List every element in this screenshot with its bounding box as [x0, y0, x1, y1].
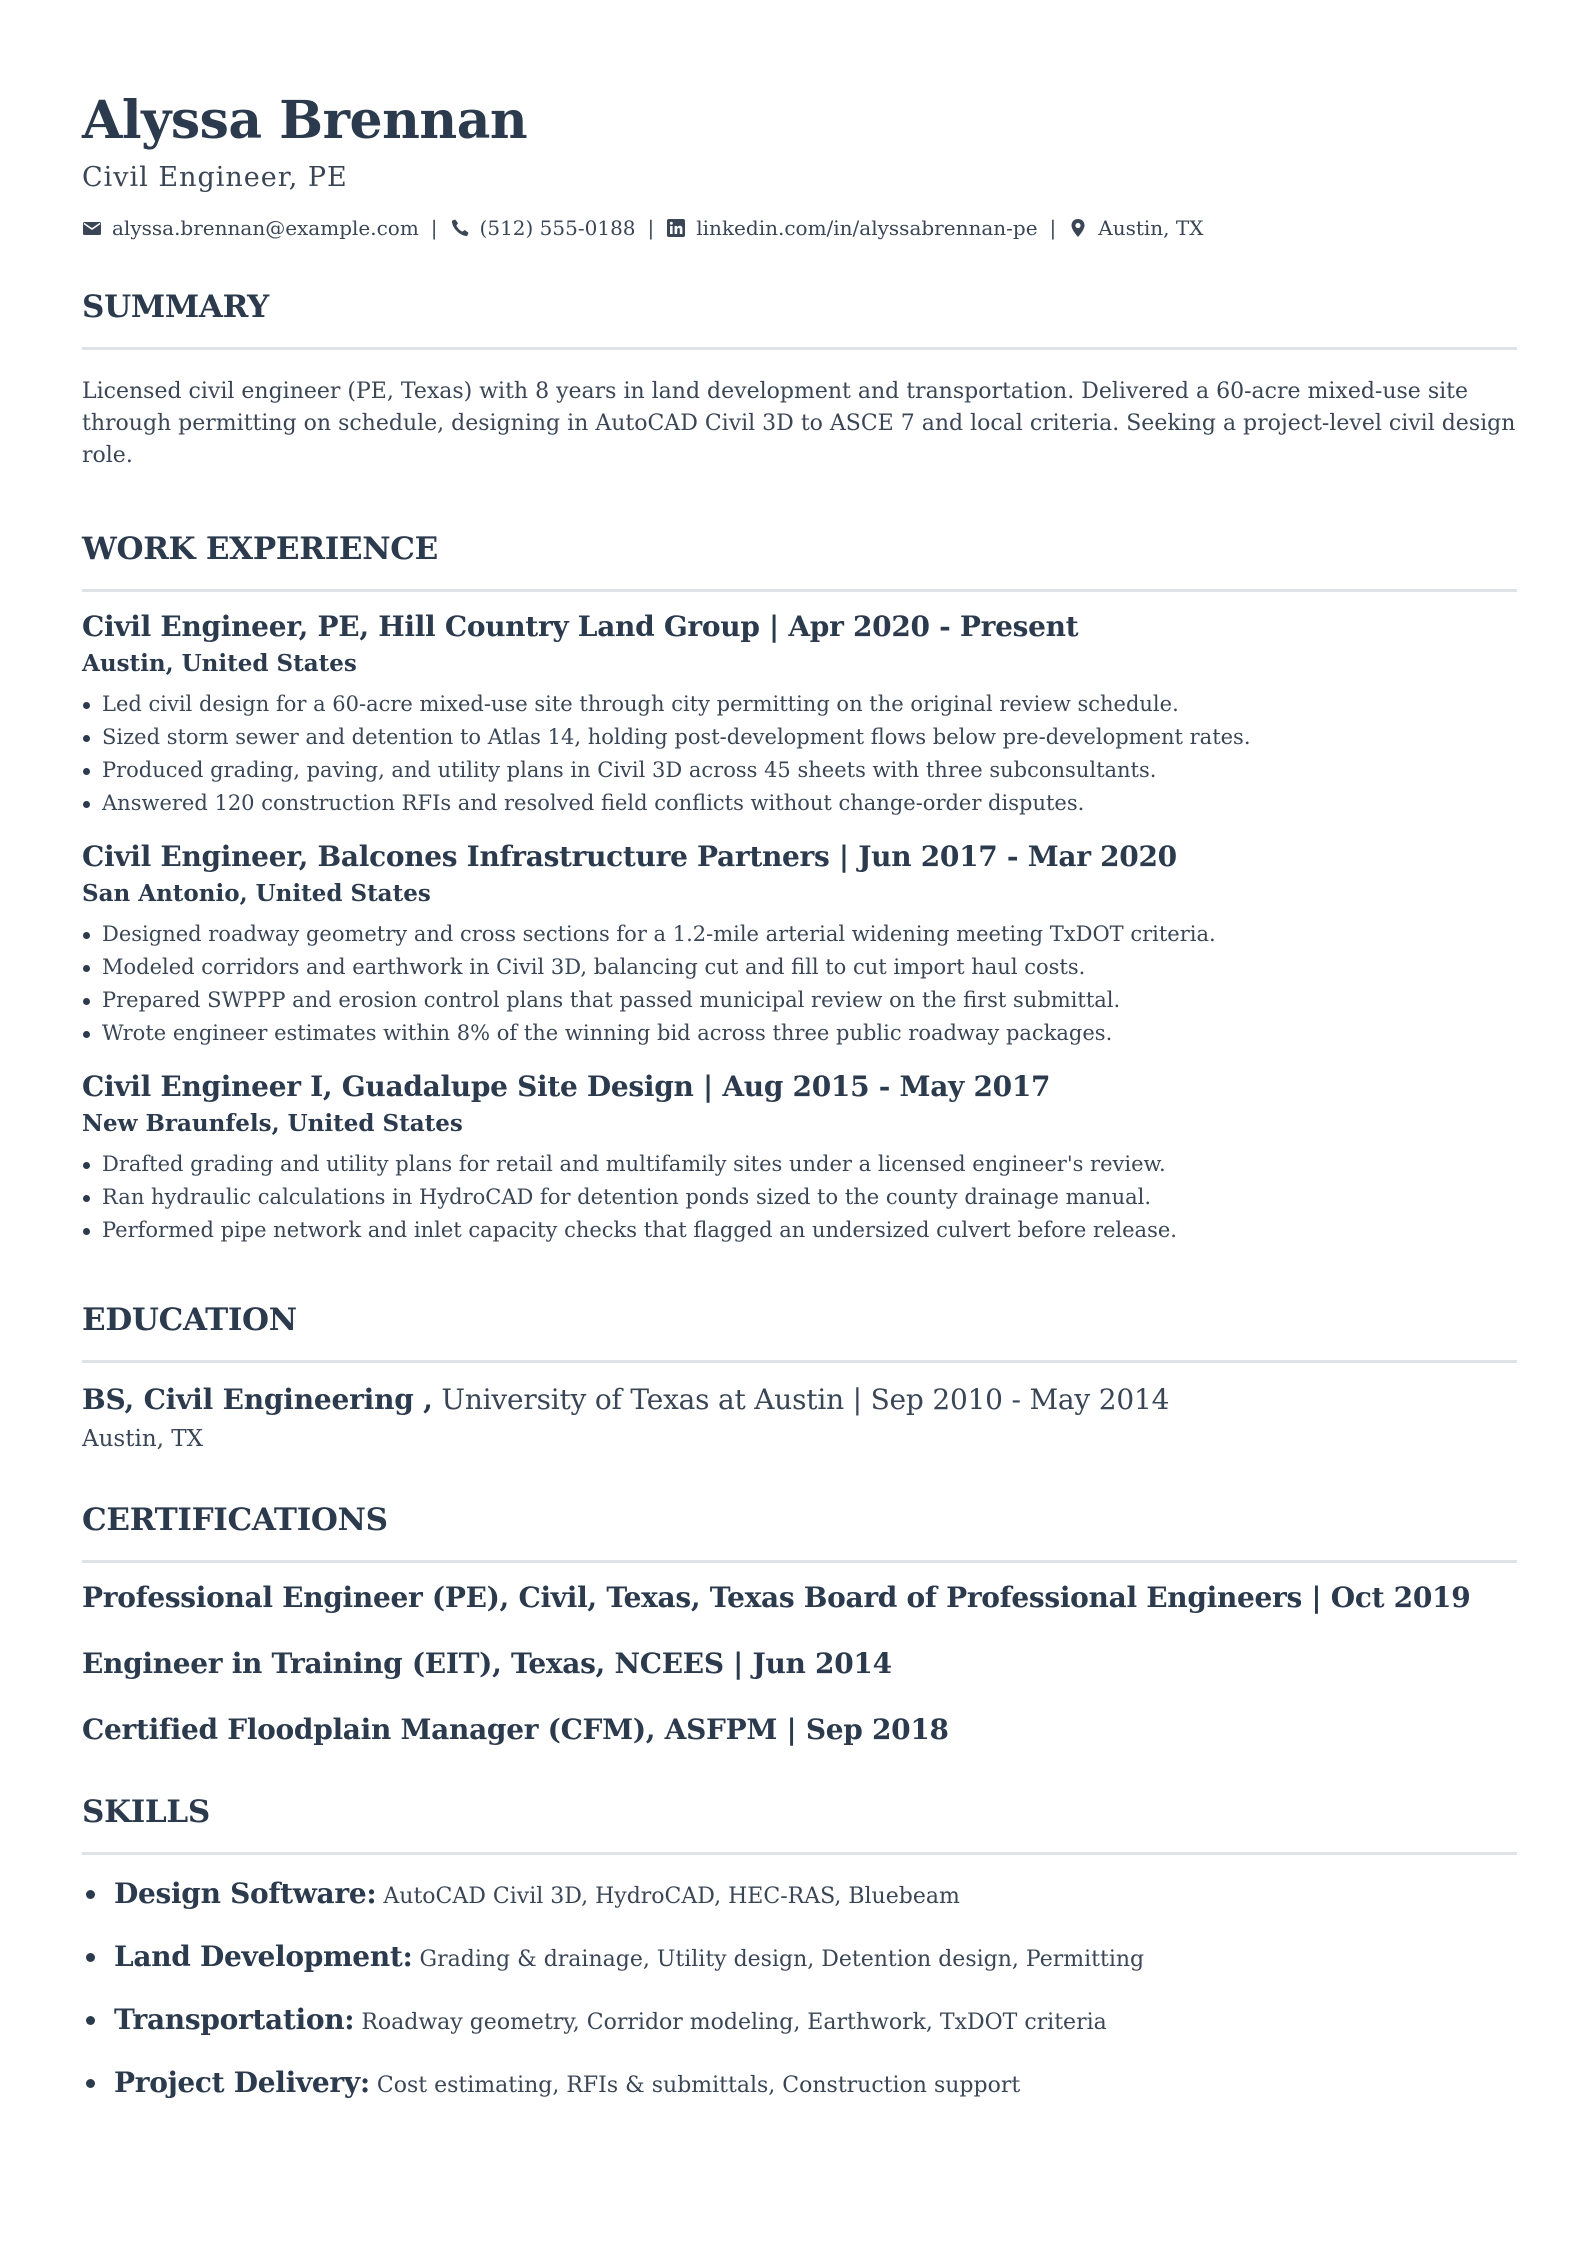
job-title: Civil Engineer, PE, Hill Country Land Group | Apr 2020 - Present — [82, 610, 1079, 643]
contact-separator: | — [430, 216, 438, 240]
section-title-education: EDUCATION — [82, 1302, 297, 1338]
job-bullet: Produced grading, paving, and utility plans in Civil 3D across 45 sheets with three subconsultants. — [102, 754, 1517, 787]
section-title-skills: SKILLS — [82, 1794, 211, 1830]
job-bullet: Wrote engineer estimates within 8% of the winning bid across three public roadway packages. — [102, 1017, 1517, 1050]
job-location: San Antonio, United States — [82, 880, 431, 907]
job-location: New Braunfels, United States — [82, 1110, 463, 1137]
education-details: University of Texas at Austin | Sep 2010 - May 2014 — [432, 1383, 1170, 1416]
education-section — [82, 1299, 1517, 1455]
map-pin-icon — [1068, 218, 1088, 238]
job-entry — [82, 1068, 1517, 1247]
job-bullet: Prepared SWPPP and erosion control plans that passed municipal review on the first submittal. — [102, 984, 1517, 1017]
section-divider — [82, 1852, 1517, 1855]
job-entry — [82, 838, 1517, 1050]
section-divider — [82, 347, 1517, 350]
skill-item — [114, 1999, 1517, 2044]
contact-email-text: alyssa.brennan@example.com — [112, 216, 419, 240]
job-entry — [82, 608, 1517, 820]
skill-item — [114, 1936, 1517, 1981]
envelope-icon — [82, 218, 102, 238]
contact-email[interactable] — [82, 214, 419, 242]
job-bullets — [82, 688, 1517, 820]
work-experience-section — [82, 528, 1517, 1247]
skill-item — [114, 2062, 1517, 2107]
job-bullet: Answered 120 construction RFIs and resolved field conflicts without change-order disputes. — [102, 787, 1517, 820]
job-title: Civil Engineer, Balcones Infrastructure Partners | Jun 2017 - Mar 2020 — [82, 840, 1177, 873]
linkedin-icon — [666, 218, 686, 238]
contact-location-text: Austin, TX — [1098, 216, 1204, 240]
skill-category: Transportation: — [114, 2003, 355, 2036]
certifications-section — [82, 1499, 1517, 1749]
section-divider — [82, 1560, 1517, 1563]
job-bullet: Drafted grading and utility plans for retail and multifamily sites under a licensed engineer's review. — [102, 1148, 1517, 1181]
skills-section — [82, 1791, 1517, 2107]
job-location: Austin, United States — [82, 650, 357, 677]
skill-category: Design Software: — [114, 1877, 377, 1910]
skill-category: Land Development: — [114, 1940, 413, 1973]
job-bullets — [82, 918, 1517, 1050]
contact-linkedin[interactable] — [666, 214, 1037, 242]
job-bullet: Performed pipe network and inlet capacity checks that flagged an undersized culvert before release. — [102, 1214, 1517, 1247]
job-title: Civil Engineer I, Guadalupe Site Design | Aug 2015 - May 2017 — [82, 1070, 1051, 1103]
skill-values: AutoCAD Civil 3D, HydroCAD, HEC-RAS, Bluebeam — [376, 1884, 960, 1909]
job-bullet: Designed roadway geometry and cross sections for a 1.2-mile arterial widening meeting TxDOT criteria. — [102, 918, 1517, 951]
job-bullet: Sized storm sewer and detention to Atlas 14, holding post-development flows below pre-development rates. — [102, 721, 1517, 754]
education-entry — [82, 1381, 1517, 1419]
phone-icon — [450, 218, 470, 238]
contact-bar — [82, 214, 1517, 242]
education-degree: BS, Civil Engineering , — [82, 1383, 433, 1416]
job-bullet: Led civil design for a 60-acre mixed-use site through city permitting on the original review schedule. — [102, 688, 1517, 721]
contact-linkedin-text: linkedin.com/in/alyssabrennan-pe — [696, 216, 1038, 240]
candidate-name: Alyssa Brennan — [82, 90, 528, 151]
section-title-work-experience: WORK EXPERIENCE — [82, 531, 438, 567]
skills-list — [82, 1873, 1517, 2107]
education-location: Austin, TX — [82, 1426, 203, 1452]
candidate-headline: Civil Engineer, PE — [82, 162, 348, 193]
contact-phone[interactable] — [450, 214, 636, 242]
section-divider — [82, 1360, 1517, 1363]
job-bullet: Ran hydraulic calculations in HydroCAD for detention ponds sized to the county drainage manual. — [102, 1181, 1517, 1214]
job-bullets — [82, 1148, 1517, 1247]
skill-item — [114, 1873, 1517, 1918]
skill-values: Cost estimating, RFIs & submittals, Construction support — [369, 2073, 1021, 2098]
contact-separator: | — [647, 216, 655, 240]
contact-location — [1068, 214, 1203, 242]
job-bullet: Modeled corridors and earthwork in Civil 3D, balancing cut and fill to cut import haul costs. — [102, 951, 1517, 984]
contact-phone-text: (512) 555-0188 — [479, 216, 636, 240]
skill-values: Grading & drainage, Utility design, Detention design, Permitting — [412, 1947, 1145, 1972]
contact-separator: | — [1049, 216, 1057, 240]
certification-item: Professional Engineer (PE), Civil, Texas, Texas Board of Professional Engineers | Oct 2019 — [82, 1581, 1471, 1614]
certification-item: Engineer in Training (EIT), Texas, NCEES | Jun 2014 — [82, 1647, 892, 1680]
section-title-summary: SUMMARY — [82, 289, 269, 325]
summary-section — [82, 286, 1517, 472]
skill-values: Roadway geometry, Corridor modeling, Earthwork, TxDOT criteria — [354, 2010, 1107, 2035]
summary-text: Licensed civil engineer (PE, Texas) with 8 years in land development and transportation. Delivered a 60-acre mixed-use site through permitting on schedule, designing in AutoCAD Civil 3D to ASCE 7 and local criteria. Seeking a project-level civil design role. — [82, 379, 1516, 468]
section-divider — [82, 589, 1517, 592]
certification-item: Certified Floodplain Manager (CFM), ASFPM | Sep 2018 — [82, 1713, 949, 1746]
skill-category: Project Delivery: — [114, 2066, 370, 2099]
section-title-certifications: CERTIFICATIONS — [82, 1502, 388, 1538]
